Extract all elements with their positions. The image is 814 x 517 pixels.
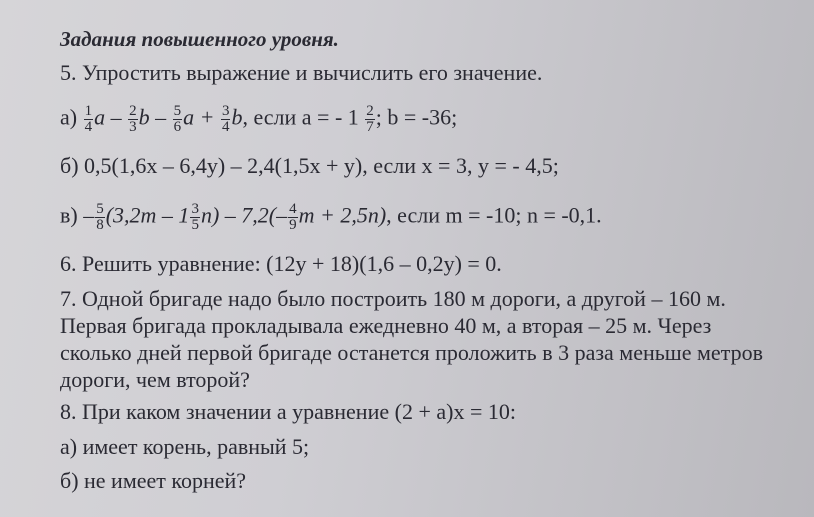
- task-5-statement: 5. Упростить выражение и вычислить его значение.: [60, 60, 543, 85]
- fraction-3-5: $\frac{3}{5}$: [191, 201, 199, 233]
- fraction-5-6: $\frac{5}{6}$: [173, 103, 182, 135]
- task-8b: б) не имеет корней?: [60, 468, 247, 493]
- task-6: 6. Решить уравнение: (12y + 18)(1,6 – 0,2y) = 0.: [60, 251, 502, 276]
- fraction-2-7: $\frac{2}{7}$: [366, 103, 374, 135]
- fraction-4-9: $\frac{4}{9}$: [289, 201, 297, 233]
- task-7-line-3: сколько дней первой бригаде останется проложить в 3 раза меньше метров: [60, 340, 763, 365]
- task-8a: а) имеет корень, равный 5;: [60, 434, 310, 459]
- task-7-line-2: Первая бригада прокладывала ежедневно 40 м, а вторая – 25 м. Через: [60, 313, 712, 338]
- fraction-2-3: $\frac{2}{3}$: [129, 103, 137, 135]
- task-5b: б) 0,5(1,6x – 6,4y) – 2,4(1,5x + y), если x = 3, y = - 4,5;: [60, 153, 559, 178]
- section-heading: Задания повышенного уровня.: [60, 27, 339, 51]
- task-7-line-1: 7. Одной бригаде надо было построить 180 м дороги, а другой – 160 м.: [60, 286, 726, 311]
- fraction-1-4: $\frac{1}{4}$: [84, 103, 93, 135]
- task-5a-label: а): [60, 104, 78, 130]
- task-7-line-4: дороги, чем второй?: [60, 367, 250, 392]
- task-5c: в) – $\frac{5}{8}$ (3,2m – 1 $\frac{3}{5}$ n) – 7,2(– $\frac{4}{9}$ m + 2,5n), если m = -10; n = -0,1.: [60, 201, 602, 233]
- task-5a: а) $\frac{1}{4}$ a – $\frac{2}{3}$ b – $\frac{5}{6}$ a + $\frac{3}{4}$ b, если a = - 1 $\frac{2}{7}$ ; b = -36;: [60, 103, 458, 135]
- task-5c-label: в): [60, 202, 78, 228]
- task-8: 8. При каком значении a уравнение (2 + a)x = 10:: [60, 399, 516, 424]
- fraction-5-8: $\frac{5}{8}$: [96, 201, 104, 233]
- fraction-3-4: $\frac{3}{4}$: [221, 103, 230, 135]
